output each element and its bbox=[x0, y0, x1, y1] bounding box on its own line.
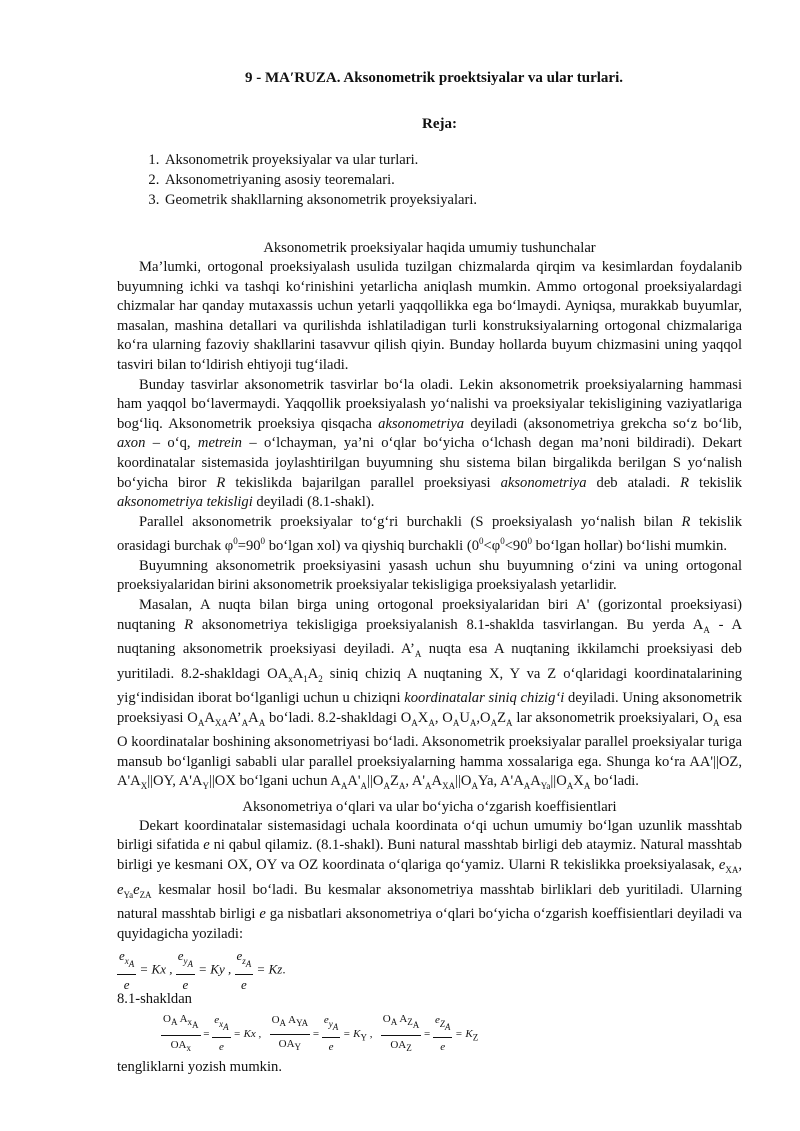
plan-list bbox=[117, 150, 477, 210]
coefficient-formula: $\frac{e_{x_A}}{e}$ = Kx , $\frac{e_{y_A}}{e}$ = Ky , $\frac{e_{z_A}}{e}$ = Kz. bbox=[119, 948, 286, 993]
shakl-label: 8.1-shakldan bbox=[117, 991, 192, 1008]
plan-item: 2. Aksonometriyaning asosiy teoremalari. bbox=[163, 170, 477, 190]
lecture-title: 9 - MAʹRUZA. Aksonometrik proektsiyalar va ular turlari. bbox=[245, 70, 623, 86]
paragraph: Buyumning aksonometrik proeksiyasini yasash uchun shu buyumning o‘zini va uning ortogonal proeksiyalaridan birini aksonometrik proeksiyalar tekisligiga proeksiyalash yetarlidir. bbox=[117, 557, 742, 594]
paragraph: Ma’lumki, ortogonal proeksiyalash usulida tuzilgan chizmalarda qirqim va kesimlardan foydalanib buyumning ichki va tashqi ko‘rinishini yetarlicha aniqlash mumkin. Ammo ortogonal proeksiyalardagi chizmalar har qanday mutaxassis uchun yetarli yaqqollikka ega bo‘lmaydi. Ayniqsa, murakkab buyumlar, masalan, mashina detallari va qurilishda ishlatiladigan turli konstruksiyalarning ortogonal chizmalariga ko‘ra ularning fazoviy shakllarini tasavvur qilish qiyin. Bunday hollarda buyum chizmasini uning yaqqol tasviri bilan to‘ldirish ehtiyoji tug‘iladi. bbox=[117, 259, 742, 373]
section-heading: Aksonometrik proeksiyalar haqida umumiy tushunchalar bbox=[263, 240, 596, 256]
ratio-formula: $\frac{O_A A_{x_A}}{OA_x}$ = $\frac{e_{x_A}}{e}$ = Kx , $\frac{O_A A_{YA}}{OA_Y}$ = $\frac{e_{y_A}}{e}$ = $K_Y$ , $\frac{O_A A_{Z_A}}{OA_Z}$ = $\frac{e_{Z_A}}{e}$ = $K_Z$ bbox=[161, 1010, 742, 1058]
plan-item: 3. Geometrik shakllarning aksonometrik proyeksiyalari. bbox=[163, 190, 477, 210]
plan-item: 1. Aksonometrik proyeksiyalar va ular turlari. bbox=[163, 150, 477, 170]
paragraph: Bunday tasvirlar aksonometrik tasvirlar bo‘la oladi. Lekin aksonometrik proeksiyalarning hammasi ham yaqqol bo‘lavermaydi. Yaqqollik proeksiyalash yo‘nalishi va proeksiyalar tekisligining vaziyatlariga bog‘liq. Aksonometrik proeksiya qisqacha aksonometriya deyiladi (aksonometriya grekcha so‘z bo‘lib, axon – o‘q, metrein – o‘lchayman, ya’ni o‘qlar bo‘yicha o‘lchash degan ma’noni bildiradi). Dekart koordinatalar sistemasida joylashtirilgan buyumning shu sistema bilan birgalikda berilgan S yo‘nalish bo‘yicha biror R tekislikda bajarilgan parallel proeksiyasi aksonometriya deb ataladi. R tekislik aksonometriya tekisligi deyiladi (8.1-shakl). bbox=[117, 376, 742, 511]
paragraph: Masalan, A nuqta bilan birga uning ortogonal proeksiyalaridan biri A' (gorizontal proeksiyasi) nuqtaning R aksonometriya tekisligiga proeksiyalanish 8.1-shaklda tasvirlangan. Bu yerda $A_A$ - A nuqtaning aksonometrik proeksiyasi deyiladi. $A’_A$ nuqta esa A nuqtaning ikkilamchi proeksiyasi deb yuritiladi. 8.2-shakldagi $OA_xA_1A_2$ siniq chiziq A nuqtaning X, Y va Z o‘qlaridagi koordinatalarining yig‘indisidan iborat bo‘lganligi uchun u chiziqni koordinatalar siniq chizig‘i deyiladi. Uning aksonometrik proeksiyasi $O_AA_{XA}A’_AA_A$ bo‘ladi. 8.2-shakldagi $O_AX_A$, $O_AU_A,O_AZ_A$ lar aksonometrik proeksiyalari, $O_A$ esa O koordinatalar boshining aksonometriyasi bo‘ladi. Aksonometrik proeksiyalar parallel proeksiyalar turiga mansub bo‘lganligi sababli ular parallel proeksiyalarning hamma xossalariga ega. Shunga ko‘ra AA'||OZ, $A'A_X||OY$, $A'A_Y||OX$ bo‘lgani uchun $A_AA'_A||O_AZ_A$, $A'_AA_{XA}||O_AYa$, $A'A_AA_{Ya}||O_AX_A$ bo‘ladi. bbox=[117, 596, 742, 792]
paragraph: Dekart koordinatalar sistemasidagi uchala koordinata o‘qi uchun umumiy bo‘lgan uzunlik masshtab birligi sifatida e ni qabul qilamiz. (8.1-shakl). Buni natural masshtab birligi deb ataymiz. Natural masshtab birligi ye kesmani OX, OY va OZ koordinata o‘qlariga qo‘yamiz. Ularni R tekislikka proeksiyalasak, $e_{XA}$, $e_{Ya}e_{ZA}$ kesmalar hosil bo‘ladi. Bu kesmalar aksonometriya masshtab birliklari deb yuritiladi. Ularning natural masshtab birligi e ga nisbatlari aksonometriya o‘qlari bo‘yicha o‘zgarish koeffisientlari deyiladi va quyidagicha yoziladi: bbox=[117, 817, 743, 942]
plan-heading: Reja: bbox=[422, 116, 457, 132]
section-heading: Aksonometriya o‘qlari va ular bo‘yicha o‘zgarish koeffisientlari bbox=[242, 798, 617, 815]
body-text bbox=[117, 238, 742, 1077]
closing-line: tengliklarni yozish mumkin. bbox=[117, 1058, 282, 1075]
paragraph: Parallel aksonometrik proeksiyalar to‘g‘ri burchakli (S proeksiyalash yo‘nalish bilan R tekislik orasidagi burchak $\varphi^0=90^0$ bo‘lgan xol) va qiyshiq burchakli ($0^0<\varphi^0<90^0$ bo‘lgan hollar) bo‘lishi mumkin. bbox=[117, 513, 742, 555]
